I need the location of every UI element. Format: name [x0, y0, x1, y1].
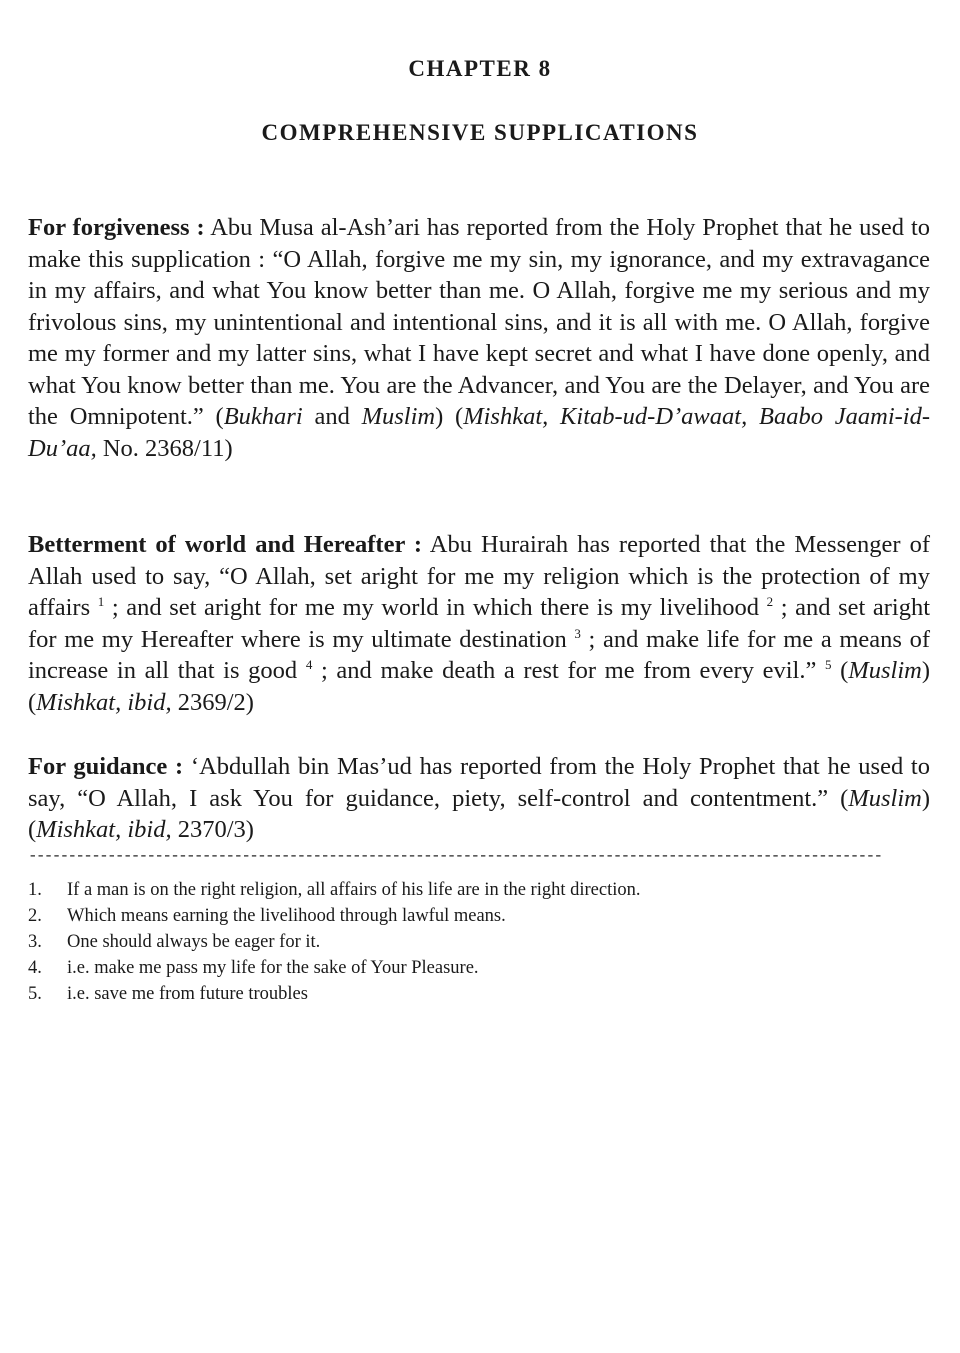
citation-italic: Mishkat, Kitab-ud-D’awaat, Baabo Jaami-id-Du’aa,	[28, 403, 930, 462]
text-run: 2369/2)	[171, 688, 254, 716]
citation-italic: Mishkat, ibid,	[36, 688, 172, 716]
citation-italic: Bukhari	[223, 403, 303, 430]
footnote-list	[28, 877, 708, 1007]
text-run: ; and set aright for me my Hereafter where is my ultimate destination	[28, 594, 931, 653]
citation-italic: Muslim	[848, 784, 922, 812]
text-run: ) (	[28, 784, 930, 843]
text-run: and	[302, 403, 362, 430]
text-run: ) (	[28, 657, 930, 716]
footnote-item	[28, 903, 708, 929]
text-run: ; and set aright for me my world in which there is my livelihood	[104, 594, 767, 621]
footnote-ref: 2	[766, 594, 774, 609]
chapter-label: CHAPTER 8	[408, 56, 552, 81]
paragraph-heading: Betterment of world and Hereafter :	[28, 531, 423, 558]
footnote-ref: 5	[825, 657, 832, 672]
paragraph-body	[28, 531, 930, 716]
footnote-item	[28, 929, 708, 955]
footnote-item	[28, 877, 708, 903]
footnote-number: 2.	[28, 906, 42, 926]
footnote-ref: 1	[97, 594, 105, 609]
paragraph-heading: For forgiveness :	[28, 214, 205, 241]
text-run: (	[831, 657, 849, 684]
text-run: 2370/3)	[171, 816, 254, 843]
footnote-ref: 4	[305, 657, 313, 672]
footnote-item	[28, 955, 708, 981]
footnote-text: If a man is on the right religion, all affairs of his life are in the right direction.	[67, 880, 641, 900]
paragraph-forgiveness	[28, 212, 930, 464]
chapter-title: COMPREHENSIVE SUPPLICATIONS	[261, 120, 699, 145]
footnote-number: 1.	[28, 880, 42, 900]
citation-italic: Muslim	[848, 657, 922, 684]
footnote-separator: ------------------------------------------------------------------------------------------------------------	[28, 847, 882, 865]
footnote-item	[28, 981, 708, 1007]
text-run: ‘Abdullah bin Mas’ud has reported from the Holy Prophet that he used to say, “O Allah, I ask You for guidance, piety, self-control and contentment.” (	[28, 753, 930, 812]
footnote-text: Which means earning the livelihood through lawful means.	[67, 906, 506, 926]
footnote-number: 5.	[28, 984, 42, 1004]
paragraph-heading: For guidance :	[28, 753, 184, 780]
footnote-text: i.e. save me from future troubles	[67, 984, 308, 1004]
text-run: No. 2368/11)	[96, 434, 233, 462]
paragraph-betterment	[28, 529, 930, 718]
text-run: ; and make death a rest for me from every evil.”	[312, 657, 825, 684]
citation-italic: Mishkat, ibid,	[36, 816, 172, 843]
paragraph-body	[28, 214, 930, 462]
citation-italic: Muslim	[361, 403, 436, 430]
footnote-number: 3.	[28, 932, 42, 952]
footnote-ref: 3	[574, 625, 581, 641]
text-run: ) (	[435, 403, 464, 430]
text-run: Abu Hurairah has reported that the Messenger of Allah used to say, “O Allah, set aright for me my religion which is the protection of my affairs	[28, 531, 930, 621]
footnote-number: 4.	[28, 958, 42, 978]
text-run: Abu Musa al-Ash’ari has reported from the Holy Prophet that he used to make this supplication : “O Allah, forgive me my sin, my ignorance, and my extravagance in my affairs, and what You know better than me. O Allah, forgive me my serious and my frivolous sins, my unintentional and intentional sins, and it is all with me. O Allah, forgive me my former and my latter sins, what I have kept secret and what I have done openly, and what You know better than me. You are the Advancer, and You are the Delayer, and You are the Omnipotent.” (	[28, 214, 931, 430]
text-run: ; and make life for me a means of increase in all that is good	[28, 625, 930, 684]
paragraph-guidance	[28, 751, 930, 846]
footnote-text: i.e. make me pass my life for the sake of Your Pleasure.	[67, 958, 479, 978]
footnote-text: One should always be eager for it.	[67, 932, 321, 952]
